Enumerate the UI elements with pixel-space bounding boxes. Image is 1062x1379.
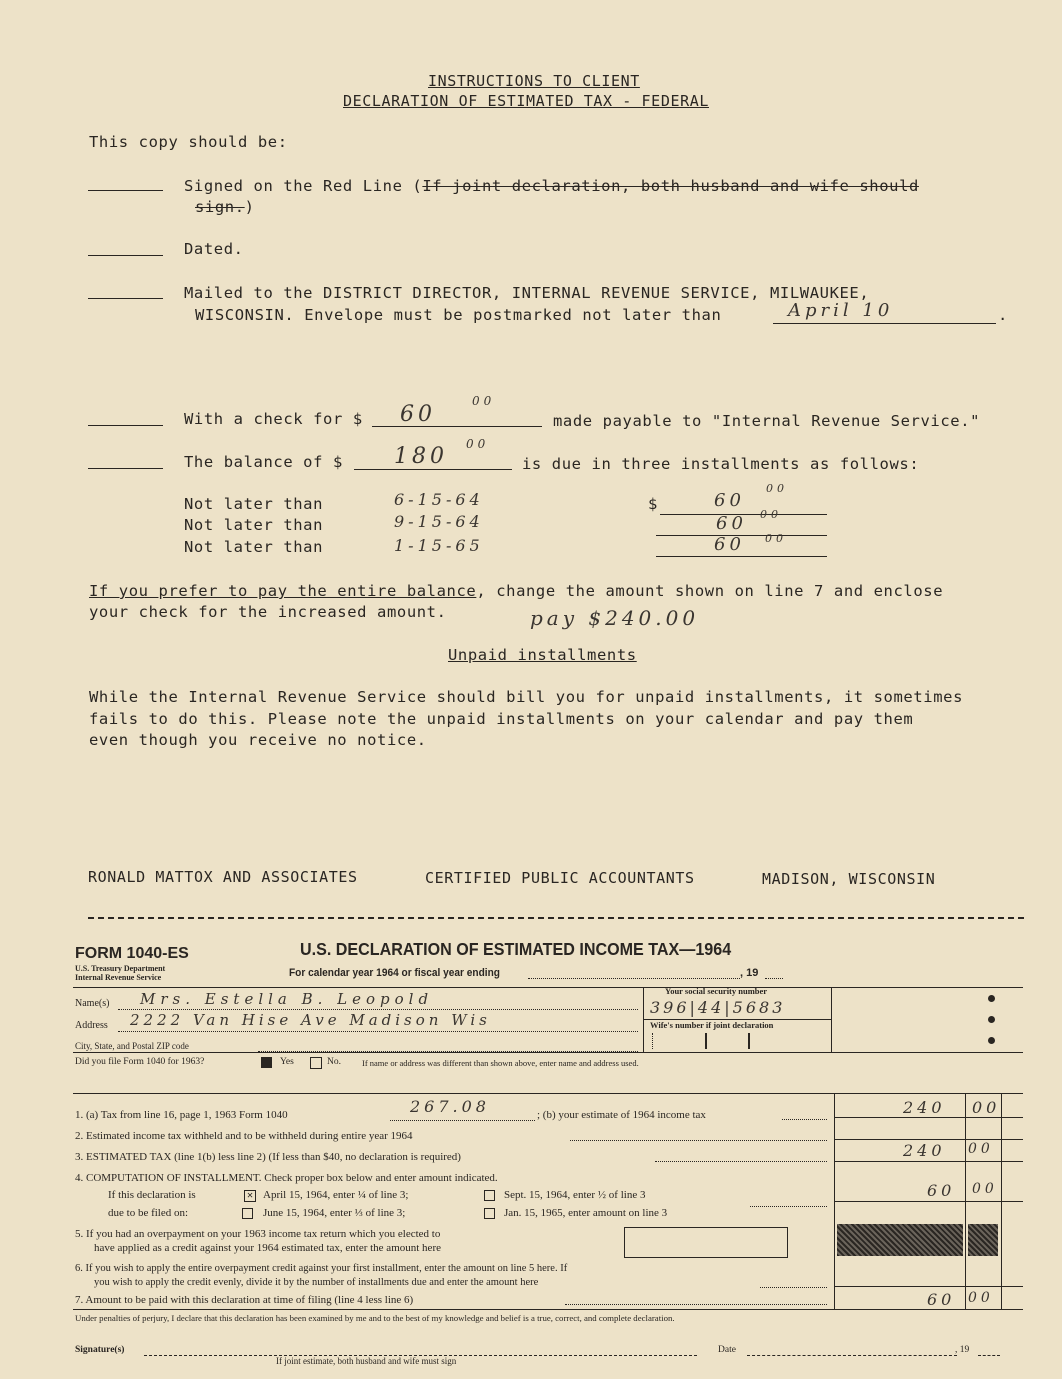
line-2-rule <box>834 1139 1023 1140</box>
bullet-3 <box>988 1037 995 1044</box>
line-3-rule <box>834 1161 1023 1162</box>
unpaid-text-1: While the Internal Revenue Service should bill you for unpaid installments, it sometimes <box>89 688 963 706</box>
installment-amount-3: 60 <box>714 534 745 555</box>
firm-profession: CERTIFIED PUBLIC ACCOUNTANTS <box>425 869 695 887</box>
line-4-a-label: If this declaration is <box>108 1189 196 1201</box>
fiscal-year-blank[interactable] <box>765 978 783 979</box>
dept-line-2: Internal Revenue Service <box>75 973 162 982</box>
ssn-label: Your social security number <box>665 986 768 996</box>
form-rule-2 <box>73 1052 1023 1053</box>
installment-date-2: 9-15-64 <box>394 512 484 531</box>
line-2-dots <box>570 1140 827 1141</box>
form-rule-3 <box>73 1093 1023 1094</box>
address-field[interactable] <box>118 1031 638 1032</box>
line-5-overpayment-box[interactable] <box>624 1227 788 1258</box>
ssn-handwritten[interactable]: 396|44|5683 <box>650 998 786 1017</box>
installment-label-2: Not later than <box>184 516 324 534</box>
line-5-shaded-amount <box>837 1224 963 1256</box>
line-4-b-label: due to be filed on: <box>108 1207 189 1219</box>
no-label: No. <box>327 1057 341 1067</box>
balance-prefix: The balance of $ <box>184 453 343 471</box>
signed-instruction <box>184 177 984 195</box>
balance-amount-handwritten: 180 <box>394 444 448 469</box>
line-7-dots <box>565 1304 827 1305</box>
form-subtitle <box>289 967 500 979</box>
dated-blank[interactable] <box>88 255 163 256</box>
name-field[interactable] <box>118 1009 638 1010</box>
check-amount-handwritten: 60 <box>400 402 436 427</box>
fiscal-year-suffix: , 19 <box>740 967 759 979</box>
dept-line-1: U.S. Treasury Department <box>75 964 166 973</box>
name-label: Name(s) <box>75 998 110 1009</box>
line-4-rule <box>834 1201 1023 1202</box>
line-1b-dots <box>782 1119 827 1120</box>
line-1-cents[interactable]: 00 <box>972 1098 1001 1117</box>
june-checkbox[interactable] <box>242 1208 253 1219</box>
wife-sep-1 <box>705 1033 707 1049</box>
unpaid-text-3: even though you receive no notice. <box>89 731 427 749</box>
date-label: Date <box>718 1345 736 1355</box>
no-checkbox[interactable] <box>310 1057 322 1069</box>
check-cents-handwritten: 00 <box>472 394 496 408</box>
line-3-amount[interactable]: 240 <box>903 1141 946 1160</box>
perjury-statement: Under penalties of perjury, I declare that this declaration has been examined by me and to the best of my knowledge and belief is a true, correct, and complete declaration. <box>75 1313 675 1323</box>
line-1a-label: 1. (a) Tax from line 16, page 1, 1963 Form 1040 <box>75 1109 288 1121</box>
april-checkbox[interactable]: ✕ <box>244 1190 256 1202</box>
date-year-blank[interactable] <box>978 1355 1000 1356</box>
jan-checkbox[interactable] <box>484 1208 495 1219</box>
fiscal-year-field[interactable] <box>528 978 740 979</box>
line-1a-handwritten: 267.08 <box>410 1097 490 1116</box>
installment-cents-1: 00 <box>766 482 788 495</box>
line-1-rule <box>834 1117 1023 1118</box>
firm-name: RONALD MATTOX AND ASSOCIATES <box>88 868 358 886</box>
signed-instruction-2 <box>195 198 255 216</box>
line-4-cents[interactable]: 00 <box>972 1181 998 1197</box>
prefer-line-1 <box>89 582 943 600</box>
dollar-sign: $ <box>648 495 658 513</box>
file-question <box>75 1057 204 1067</box>
line-3-cents[interactable]: 00 <box>968 1141 994 1157</box>
date-year-suffix: , 19 <box>955 1345 970 1355</box>
form-top-rule <box>73 987 1023 988</box>
unpaid-heading: Unpaid installments <box>448 646 637 664</box>
signed-struck-text-2: sign. <box>195 198 245 216</box>
line-7-amount[interactable]: 60 <box>927 1290 956 1309</box>
form-rule-bottom <box>73 1309 1023 1310</box>
installment-date-3: 1-15-65 <box>394 536 484 555</box>
installment-label-1: Not later than <box>184 495 324 513</box>
wife-label: Wife's number if joint declaration <box>650 1020 774 1030</box>
installment-amount-1: 60 <box>714 490 745 511</box>
line-5-label-2: have applied as a credit against your 1964 estimated tax, enter the amount here <box>94 1242 441 1254</box>
dated-instruction: Dated. <box>184 240 244 258</box>
check-prefix: With a check for $ <box>184 410 363 428</box>
line-7-label: 7. Amount to be paid with this declaration at time of filing (line 4 less line 6) <box>75 1294 414 1306</box>
check-blank[interactable] <box>88 425 163 426</box>
joint-estimate-note: If joint estimate, both husband and wife must sign <box>276 1356 457 1366</box>
line-1b-label: ; (b) your estimate of 1964 income tax <box>537 1109 706 1121</box>
line-6-rule <box>834 1286 1023 1287</box>
line-4-amount[interactable]: 60 <box>927 1181 956 1200</box>
prefer-underlined: If you prefer to pay the entire balance <box>89 582 477 600</box>
line-1-amount[interactable]: 240 <box>903 1098 946 1117</box>
line-4-a2: Sept. 15, 1964, enter ½ of line 3 <box>504 1189 646 1201</box>
line-5-label-1: 5. If you had an overpayment on your 1963 income tax return which you elected to <box>75 1228 441 1240</box>
address-handwritten: 2222 Van Hise Ave Madison Wis <box>130 1011 491 1029</box>
city-label: City, State, and Postal ZIP code <box>75 1041 189 1051</box>
firm-city: MADISON, WISCONSIN <box>762 870 936 888</box>
name-change-note: If name or address was different than shown above, enter name and address used. <box>362 1058 639 1068</box>
postmark-date-field[interactable] <box>773 323 996 324</box>
line-4-a1: April 15, 1964, enter ¼ of line 3; <box>263 1189 409 1201</box>
line-4-label: 4. COMPUTATION OF INSTALLMENT. Check proper box below and enter amount indicated. <box>75 1172 498 1184</box>
mailed-line-2: WISCONSIN. Envelope must be postmarked not later than <box>195 306 722 324</box>
mailed-blank[interactable] <box>88 298 163 299</box>
installment-amount-2: 60 <box>716 513 747 534</box>
period: . <box>998 306 1008 324</box>
line-6-dots <box>760 1287 827 1288</box>
line-3-label: 3. ESTIMATED TAX (line 1(b) less line 2) (If less than $40, no declaration is required) <box>75 1151 461 1163</box>
line-2-label: 2. Estimated income tax withheld and to be withheld during entire year 1964 <box>75 1130 413 1142</box>
signature-label: Signature(s) <box>75 1345 125 1355</box>
installment-label-3: Not later than <box>184 538 324 556</box>
line-5-shaded-cents <box>968 1224 998 1256</box>
title-line-1: INSTRUCTIONS TO CLIENT <box>428 72 640 90</box>
balance-blank[interactable] <box>88 468 163 469</box>
line-6-label-2: you wish to apply the credit evenly, divide it by the number of installments due and enter the amount here <box>94 1277 539 1288</box>
check-suffix: made payable to "Internal Revenue Service." <box>553 412 981 430</box>
line-4-dots <box>750 1206 827 1207</box>
file-question-text: Did you file Form 1040 for 1963? <box>75 1057 205 1067</box>
yes-label: Yes <box>280 1057 294 1067</box>
address-label: Address <box>75 1020 108 1031</box>
name-handwritten: Mrs. Estella B. Leopold <box>140 990 434 1008</box>
date-field[interactable] <box>747 1355 957 1356</box>
form-subtitle-text: For calendar year 1964 or fiscal year ending <box>289 967 500 979</box>
yes-checkbox[interactable] <box>261 1057 272 1068</box>
ssn-column-right <box>831 987 832 1052</box>
balance-amount-field[interactable] <box>354 469 512 470</box>
intro-text: This copy should be: <box>89 133 288 151</box>
unpaid-text-2: fails to do this. Please note the unpaid installments on your calendar and pay them <box>89 710 914 728</box>
line-1a-field[interactable] <box>390 1120 535 1121</box>
signed-suffix: ) <box>244 198 255 216</box>
wife-sep-2 <box>748 1033 750 1049</box>
signed-struck-text: If joint declaration, both husband and wife should <box>422 177 919 195</box>
line-4-b2: Jan. 15, 1965, enter amount on line 3 <box>504 1207 668 1219</box>
installment-amount-field-3[interactable] <box>656 556 827 557</box>
bullet-2 <box>988 1016 995 1023</box>
line-3-dots <box>655 1161 827 1162</box>
bullet-1 <box>988 995 995 1002</box>
wife-number-field[interactable] <box>652 1033 823 1049</box>
form-id: FORM 1040-ES <box>75 945 189 962</box>
prefer-handwritten-note: pay $240.00 <box>530 606 700 630</box>
installment-cents-2: 00 <box>760 508 782 521</box>
installment-cents-3: 00 <box>765 532 787 545</box>
line-7-cents[interactable]: 00 <box>968 1290 994 1306</box>
balance-suffix: is due in three installments as follows: <box>522 455 920 473</box>
form-title: U.S. DECLARATION OF ESTIMATED INCOME TAX—1964 <box>300 939 732 959</box>
signed-prefix: Signed on the Red Line ( <box>184 177 423 195</box>
signed-blank[interactable] <box>88 190 163 191</box>
cut-line <box>88 917 1024 919</box>
line-4-b1: June 15, 1964, enter ⅓ of line 3; <box>263 1207 406 1219</box>
postmark-date-handwritten: April 10 <box>788 300 894 321</box>
title-line-2: DECLARATION OF ESTIMATED TAX - FEDERAL <box>343 92 709 110</box>
prefer-line-2: your check for the increased amount. <box>89 603 447 621</box>
installment-date-1: 6-15-64 <box>394 490 484 509</box>
prefer-rest: , change the amount shown on line 7 and enclose <box>476 582 944 600</box>
mailed-line-1: Mailed to the DISTRICT DIRECTOR, INTERNAL REVENUE SERVICE, MILWAUKEE, <box>184 284 870 302</box>
balance-cents-handwritten: 00 <box>466 437 490 451</box>
sept-checkbox[interactable] <box>484 1190 495 1201</box>
line-6-label-1: 6. If you wish to apply the entire overpayment credit against your first installment, enter the amount on line 5 here. If <box>75 1263 568 1274</box>
check-amount-field[interactable] <box>372 426 542 427</box>
